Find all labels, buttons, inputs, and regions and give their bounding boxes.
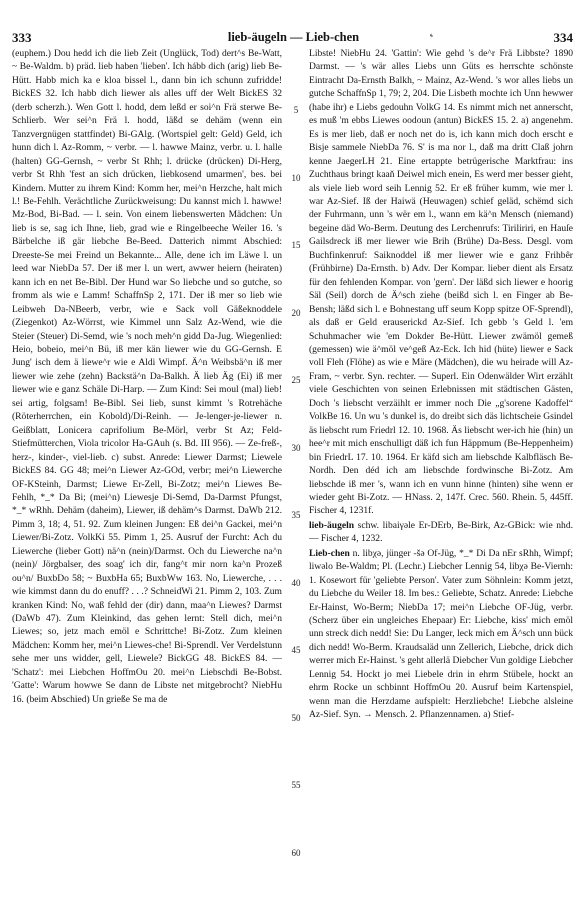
line-number: 10 (291, 173, 301, 183)
right-column (309, 47, 573, 904)
line-number: 15 (291, 240, 301, 250)
line-number: 35 (291, 510, 301, 520)
headword: Lieb-chen (309, 547, 350, 559)
line-number-gutter (286, 47, 306, 907)
line-number: 60 (291, 848, 301, 858)
entry-lieb-aeugeln (309, 519, 573, 546)
page-header (0, 0, 587, 46)
ornament-dot: ˛ (428, 22, 435, 38)
line-number: 40 (291, 578, 301, 588)
right-column-text: Libste! NiebHu 24. 'Gattin': Wie gehd 's de^r Frä Libbste? 1890 Darmst. — 's wär alles Liebs unn Güts es herrschte schönste Eintracht Da-Ernsth Balkh, ~ Mainz, Az-Wend. 's wor alles liebs un gutche SchaffnSp 1, 79; 2, 204. Die Lisbeth mochte ich Unn hewwer (habe ihr) e Liebs gedouhn VolkG 14. Es nimmt mich net annerscht, es muß 'm ebbs Liewes oodoun (antun) BickES 15. 2. a) angenehm. Es is mer lieb, daß er noch net do is, ich kann mich doch erscht e Bisje sammele NiebDa 76. S' is ma nor l., daß ma dritt Claß johrn kenne JaegerLH 21. Eine ertappte betrügerische Marktfrau: ins Zuchthaus bringt kaaň Deiwel mich enein, Es werd mer besser gieht, als viele lieb word seih Lennig 52. Er eß früher kumm, wie mer l. war Az-Sief. Iß der Haiwä (Heuwagen) schief geläd, schëmd sich der Fuhrmann, unn 's wër em l., wann em kä^n Mensch (niemand) begeine däd Wo-Berm. Deutung des Lerchenrufs: Tiriliriri, en Hauſe Gailsdreck iß mer liewer wie Brih (Brühe) Da-Bess. Desgl. vom Buchfinkenruf: Saiknoddel iß mer liewer wie e ganz Frihbêr (Frühbirne) Da-Ernsth. b) Adv. Der Kompar. lieber dient als Ersatz für den fehlenden Kompar. von 'gern'. Der läßd sich liewer e hoorig Säl (Seil) dorch de Ä^sch ziehe (beißd sich l. en Finger ab Be-Bensh; läßd sich l. e Bohnestang uff seum Kopp spitze OF-Sprendl), als daß er Geld erauserickd Az-Sief. Ich gebb 's Geld l. 'em Schuhmacher wie 'em Dokder Be-Hütt. Liewer zwämöl gemeß (gemessen) wie ä^möl ve^geß Az-Eck. Ich hid (hüte) liewer e Sack voll Fleh (Flöhe) as wie e Märe (Mädchen), die wu heirade will Az-Fram, ~ verbr. Syn. rechter. — Superl. Ein Odenwälder Wirt erzählt viele Geschichten von seinen Erlebnissen mit städtischen Gästen, Doch 's liebscht verzäihlt er immer noch Die „g'sorene Kadoffel“ VolkBe 16. Un wu 's dunkel is, do dreibt sich däs lichtscheie Gsindel äs liebscht rum Friedrl 12. 10. 1968. Äs liebscht wer-ich hie (hin) un hee^r mit mich enschulligt däß ich fun Häppmum (Be-Heppenheim) bin FriedrL 17. 10. 1964. Er käfd sich am liebschde Kalbfläsch Be-Nordh. Den déd ich am liebschde fordwinsche Bi-Zotz. Am liebschde iß mer 's, wann ich en vunn hinne (hinten) sihe wenn er wieder geht Bi-Zotz. — HNass. 2, 147f. Crec. 560. Rhein. 5, 445ff. Fischer 4, 1231f. (309, 48, 573, 517)
line-number: 50 (291, 713, 301, 723)
left-column (12, 47, 282, 904)
line-number: 45 (291, 645, 301, 655)
page-number-left: 333 (12, 30, 32, 45)
line-number: 55 (291, 780, 301, 790)
headword: lieb-äugeln (309, 519, 355, 531)
line-number: 20 (291, 308, 301, 318)
line-number: 5 (293, 105, 299, 115)
entry-text: n. libχə, jünger -šə Of-Jüg, *_* Di Da nEr sRhh, Wimpf; liwəlo Be-Waldm; Pl. (Lechr.) Liebcher Lennig 54, libχə Be-Viernh: 1. Kosewort für 'geliebte Person'. Vater zum Söhnlein: Komm jetzt, du Liebche du Weiler 18. Im bes.: Geliebte, Schatz. Anrede: Liebche Er-Hainst, Wo-Berm; NiebDa 17; mei^n Liebche OF-Jüg, verbr. (Scherz über ein ungleiches Ehepaar) Er: Liebche, kiss' mich emöl unn streck dich nedd! Sie: Du Langer, leck mich em Ä^sch unn bück dich nedd! Wo-Berm. Kraudsaläd unn Zellerich, Liebche, drick dich werrer mich Er-Hainst. 's geht allerlä Diebcher Vun goldige Liebcher Lennig 54. Hockt jo mei Liebele drin in ehrm Stübele, hockt an ehrm Rocke un schbinnt HoffmOu 20. Ausruf beim Kartenspiel, wenn man die Herzdame aufspielt: Herzliebche! Liebche alsleine Az-Sief. Syn. → Mensch. 2. Pflanzennamen. a) Stief- (309, 547, 573, 721)
line-number: 25 (291, 375, 301, 385)
left-column-text: (euphem.) Dou hedd ich die lieb Zeit (Unglück, Tod) dert^s Be-Watt, ~ Be-Waldm. b) präd. lieb haben 'lieben'. Ich hább dich (arig) lieb Be-Hütt. Habb mich ka e kloa bissel l., dann bin ich schunn zufridde! BickES 32. Ich habb dich liewer als alles uff der Welt BickES 32 (derb scherzh.). Wen Gott l. hodd, dem leßd er soi^n Frä sterwe Be-Schlierb. Wer sei^n Frä l. hodd, läßd se dehäm (wenn ein Tanzvergnügen stattfindet) Bi-GAlg. (Wortspiel gelt: Geld) Geld, ich hunn dich l. Az-Romm, ~ verbr. — l. hawwe Mainz, verbr. u. l. halle (halten) GG-Gernsh, ~ verbr St Rhh; l. drücke (drücken) Di-Herg, verbr St Rhh 'fest an sich drücken, liebkosend umarmen', bes. bei Kindern. Mutter zu ihrem Kind: Komm her, mei^n Herzche, halt mich l.! Be-Fehlh. Verächtliche Zurückweisung: Du kannst mich l. hawwe! Mz-Bod, Bi-Bad. — l. sein. Von einem liebenswerten Mädchen: Un lieb is se, sag ich Ihne, lieb, grad wie e Ringelbeeche Weiler 16. 's Bärbelche iß gär liebche Be-Beed. Datterich nimmt Abschied: Dreeste-Se mei Freind un Bekannte... Alle, dene ich im Läwe l. un leed war NiebDa 57. Der iß mer l. un wert, awwer heiern (heiraten) kann ich en net Be-Bibl. Der Hund war So liebche und so gutche, so fromm als wie e Lamm! SchaffnSp 2, 171. Der iß mer so lieb wie Leibweh Da-NBeerb, verbr, wie e Sack voll Gäßeknoddele (Ziegenkot) Az-Wörrst, wie Kimmel unn Salz Az-Wend, wie die Steier (Steuer) Di-Semd, wie 's noch meh^n gidd Da-Jug. Wiegenlied: Heio, bobeio, mei^n Bü, iß mer kän liewer wie du GG-Gernsh. E Jung' isch dem ä liewe^r wie e Aldi Wimpf. Ä^n Weibsbä^n iß mer liewer wie zehe (zehn) Backstä^n Da-Balkh. Ä lieb Äg (Ei) iß mer liewer wie e ganz Schäle Di-Harp. — Zum Kind: Sei moul (mal) lieb! sei artig, folgsam! Be-Bibl. Sei lieb, sunst kimmt 's Rotrehäche (Röterherrchen, ein Kobold)/Di-Reinh. — Je-lenger-je-liewer n. Geißblatt, Lonicera caprifolium Be-Mörl, verbr St Az; Feld-Stiefmütterchen, Viola tricolor Ha-GAuh (s. Bd. III 956). — Ze-freß-, herz-, kinder-, viel-lieb. c) subst. Anrede: Liewer Darmst; Liewele BickES 84. GG 48; mei^n Liewer Az-GOd, verbr; mei^n Liewerche OF-KSteinh, Darmst; Liewe Er-Zell, Bi-Zotz; mei^n Liewes Be-Fehlh, *_* Da Bi; (mei^n) Liewesje Di-Semd, Da-Darmst Pfungst, *_* wRhh. Dehäm (daheim), Liewer, iß dehäm^s Darmst. DaWb 212. Pimm 3, 18; 4, 51. 92. Zum kleinen Jungen: Eß dei^n Gackei, mei^n Liewer/Bi-Zotz. VolkKi 55. Pimm 1, 25. Ausruf der Furcht: Ach du Liewerche (lieber Gott) nä^n (nein)/Darmst. Och du Liewerche na^n (nein)/ Jörgbalser, des soag' ich dir, fang^t mir norn ka^n Prozeß ou^n/ BuxbDo 58; ~ BuxbHa 65; BuxbWw 163. No, Liewerche, . . . wie kimmst dann du do enuff? . . .? SchneidWi 21. Pimm 2, 103. Zum kranken Kind: No, waß fehld der (dir) dann, maa^n Liewes? Darmst (DaWb 47). Zum Kleinkind, das gehen lernt: Stell dich, mei^n Liewes; so, jetz mach emöl e Schrittche! Bi-Zotz. Zum kleinen Mädchen: Komm her, mei^n Liewes-che! Bi-Sprendl. Ver Verdelstunn sehe mer uns widder, gell, Liewele? BickGG 48. BickES 84. — 'Schatz': mei Liebchen HoffmOu 20. mei^n Liebschdi Be-Bobst. 'Gatte': Warum howwe Se dann de Libste net mitgebrocht? NiebHu 16. (beim Abschied) Un grieße Se ma de (12, 48, 282, 705)
line-number: 30 (291, 443, 301, 453)
entry-lieb-chen (309, 547, 573, 722)
entry-text: schw. libaiγəle Er-DErb, Be-Birk, Az-GBick: wie nhd. — Fischer 4, 1232. (309, 519, 573, 545)
page-number-right: 334 (553, 30, 573, 45)
running-head: lieb-äugeln — Lieb-chen (227, 30, 360, 44)
